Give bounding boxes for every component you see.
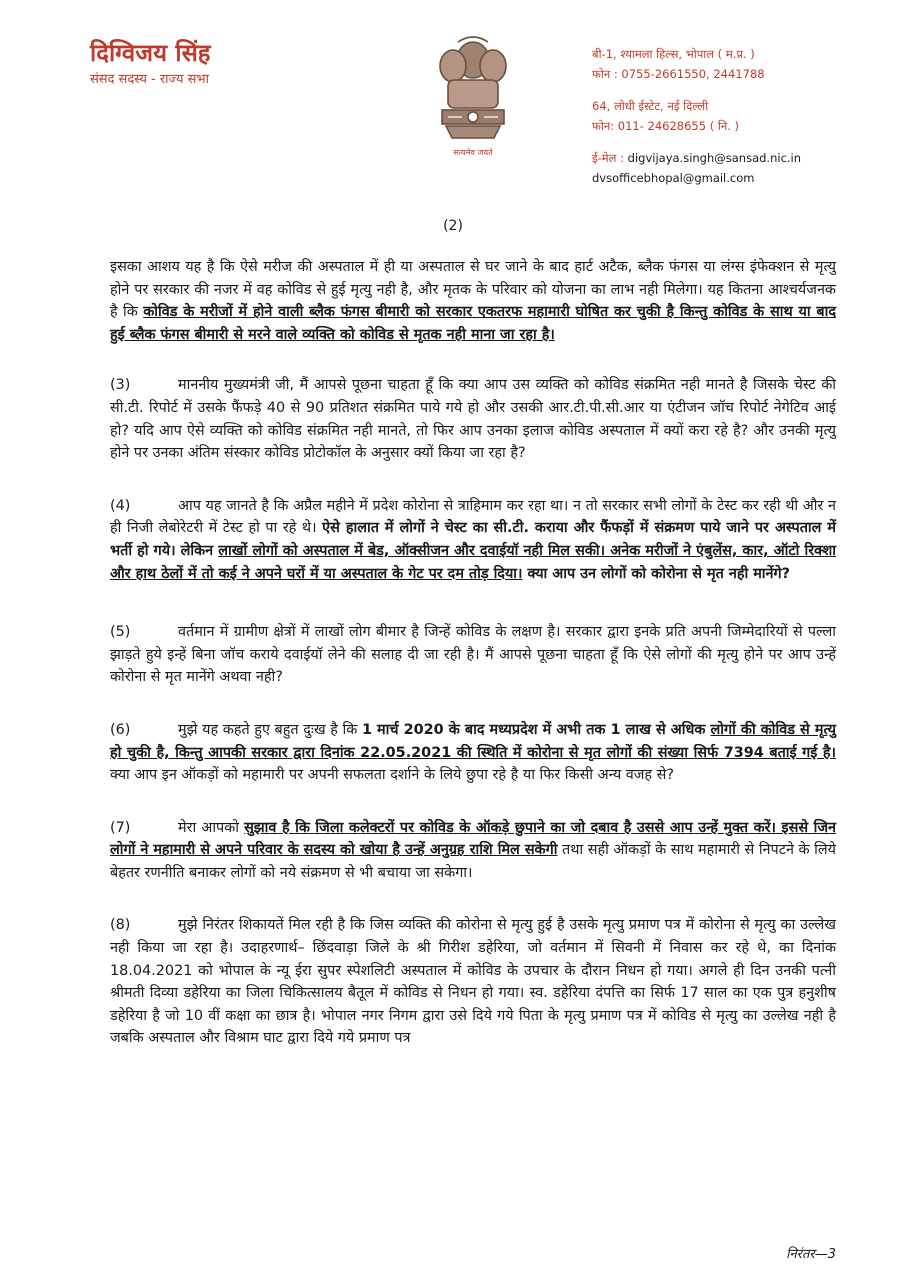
sender-role: संसद सदस्य - राज्य सभा [90,72,209,87]
paragraph-number: (8) [110,917,131,934]
paragraph-bold: क्या आप उन लोगों को कोरोना से मृत नही मानेंगे? [522,565,790,582]
paragraph-3 [110,374,836,464]
paragraph-number: (6) [110,721,131,738]
address-delhi: 64, लोधी ईस्टेट, नई दिल्ली [592,99,709,113]
paragraph-6 [110,719,836,787]
paragraph-text: क्या आप इन ऑकड़ों को महामारी पर अपनी सफलता दर्शाने के लिये छुपा रहे है या फिर किसी अन्य वजह से? [110,767,675,784]
paragraph-text: तथा सही ऑकड़ों के साथ महामारी से निपटने के लिये बेहतर रणनीति बनाकर लोगों को नये संक्रमण से भी बचाया जा सकेगा। [110,842,836,881]
paragraph-text: माननीय मुख्यमंत्री जी, मैं आपसे पूछना चाहता हूँ कि क्या आप उस व्यक्ति को कोविड संक्रमित नही मानते है जिसके चेस्ट की सी.टी. रिपोर्ट में उसके फैंफड़े 40 से 90 प्रतिशत संक्रमित पाये गये हो और उसकी आर.टी.पी.सी.आर या एंटीजन जॉच रिपोर्ट नेगेटिव आई हो? यदि आप ऐसे व्यक्ति को कोविड संक्रमित नही मानते, तो फिर आप उनका इलाज कोविड अस्पताल में क्यों करा रहे है? और उनकी मृत्यु होने पर उनका अंतिम संस्कार कोविड प्रोटोकॉल के अनुसार क्यों किया जा रहा है? [110,377,836,462]
continued-marker: निरंतर—3 [786,1247,836,1262]
paragraph-4 [110,495,836,585]
paragraph-emphasis: लाखों लोगों को अस्पताल में बेड, ऑक्सीजन और दवाईयॉ नही मिल सकी। अनेक मरीजों ने एंबुलेंस, कार, ऑटो रिक्शा और हाथ ठेलों में तो कई ने अपने घरों में या अस्पताल के गेट पर दम तोड़ दिया। [110,542,836,582]
emblem-motto: सत्यमेव जयते [453,148,493,157]
paragraph-7 [110,817,836,885]
email-label: ई-मेल : [592,151,624,165]
phone-delhi: फोन: 011- 24628655 ( नि. ) [592,119,740,133]
paragraph-8 [110,914,836,1050]
paragraph-text: मुझे निरंतर शिकायतें मिल रही है कि जिस व्यक्ति की कोरोना से मृत्यु हुई है उसके मृत्यु प्रमाण पत्र में कोरोना से मृत्यु का उल्लेख नही किया जा रहा है। उदाहरणार्थ– छिंदवाड़ा जिले के श्री गिरीश डहेरिया, जो वर्तमान में सिवनी में निवास कर रहे थे, का दिनांक 18.04.2021 को भोपाल के न्यू ईरा सुपर स्पेशलिटी अस्पताल में कोविड के उपचार के दौरान निधन हो गया। अगले ही दिन उनकी पत्नी श्रीमती दिव्या डहेरिया का जिला चिकित्सालय बैतूल में कोविड से निधन हो गया। स्व. डहेरिया दंपत्ति का सिर्फ 17 साल का एक पुत्र हनुशीष डहेरिया है जो 10 वीं कक्षा का छात्र है। भोपाल नगर निगम द्वारा उसे दिये गये पिता के मृत्यु प्रमाण पत्र में कोविड से मृत्यु का उल्लेख नही है जबकि अस्पताल और विश्राम घाट द्वारा दिये गये प्रमाण पत्र [110,917,836,1047]
page-number: (2) [443,218,463,234]
address-bhopal: बी-1, श्यामला हिल्स, भोपाल ( म.प्र. ) [592,47,755,61]
paragraph-emphasis: सुझाव है कि जिला कलेक्टरों पर कोविड के ऑकड़े छुपाने का जो दबाव है उससे आप उन्हें मुक्त करें। इससे जिन लोगों ने महामारी से अपने परिवार के सदस्य को खोया है उन्हें अनुग्रह राशि मिल सकेगी [110,819,836,859]
email-line [592,148,892,168]
letterhead-sender [90,38,211,90]
paragraph-number: (5) [110,624,131,641]
letter-body [110,256,836,1050]
email-primary[interactable]: digvijaya.singh@sansad.nic.in [627,151,802,165]
paragraph-text: मेरा आपको [178,819,245,836]
letterhead-contact [592,44,892,188]
paragraph-bold: 1 मार्च 2020 के बाद मध्यप्रदेश में अभी तक 1 लाख से अधिक [361,721,711,738]
paragraph-text: इसका आशय यह है कि ऐसे मरीज की अस्पताल में ही या अस्पताल से घर जाने के बाद हार्ट अटैक, ब्लैक फंगस या लंग्स इंफेक्शन से मृत्यु होने पर सरकार की नजर में वह कोविड से हुई मृत्यु नही है, और मृतक के परिवार को योजना का लाभ नही मिलेगा। यह कितना आश्चर्यजनक है कि [110,259,836,321]
paragraph-emphasis: कोविड के मरीजों में होने वाली ब्लैक फंगस बीमारी को सरकार एकतरफ महामारी घोषित कर चुकी है किन्तु कोविड के साथ या बाद हुई ब्लैक फंगस बीमारी से मरने वाले व्यक्ति को कोविड से मृतक नही माना जा रहा है। [110,304,836,343]
paragraph-number: (4) [110,497,131,514]
paragraph-text: मुझे यह कहते हुए बहुत दुःख है कि [178,721,362,738]
paragraph-emphasis: लोगों की कोविड से मृत्यु हो चुकी है, किन्तु आपकी सरकार द्वारा दिनांक 22.05.2021 की स्थिति में कोरोना से मृत लोगों की संख्या सिर्फ 7394 बताई गई है। [110,721,836,761]
paragraph-number: (7) [110,819,131,836]
paragraph-bold: ऐसे हालात में लोगों ने चेस्ट का सी.टी. कराया और फैंफड़ों में संक्रमण पाये जाने पर अस्पताल में भर्ती हो गये। लेकिन [110,520,836,559]
paragraph-5 [110,621,836,689]
sender-name: दिग्विजय सिंह [90,39,211,67]
phone-bhopal: फोन : 0755-2661550, 2441788 [592,67,765,81]
email-secondary[interactable]: dvsofficebhopal@gmail.com [592,171,755,185]
paragraph-text: वर्तमान में ग्रामीण क्षेत्रों में लाखों लोग बीमार है जिन्हें कोविड के लक्षण है। सरकार द्वारा इनके प्रति अपनी जिम्मेदारियों से पल्ला झाड़ते हुये इन्हें बिना जॉच कराये दवाईयॉ लेने की सलाह दी जा रही है। मैं आपसे पूछना चाहता हूँ कि ऐसे लोगों की मृत्यु होने पर आप उन्हें कोरोना से मृत मानेंगे अथवा नही? [110,624,836,686]
paragraph-text: आप यह जानते है कि अप्रैल महीने में प्रदेश कोरोना से त्राहिमाम कर रहा था। न तो सरकार सभी लोगों के टेस्ट कर रही थी और न ही निजी लेबोरेटरी में टेस्ट हो पा रहे थे। [110,497,836,537]
paragraph-1 [110,256,836,346]
paragraph-number: (3) [110,377,131,394]
